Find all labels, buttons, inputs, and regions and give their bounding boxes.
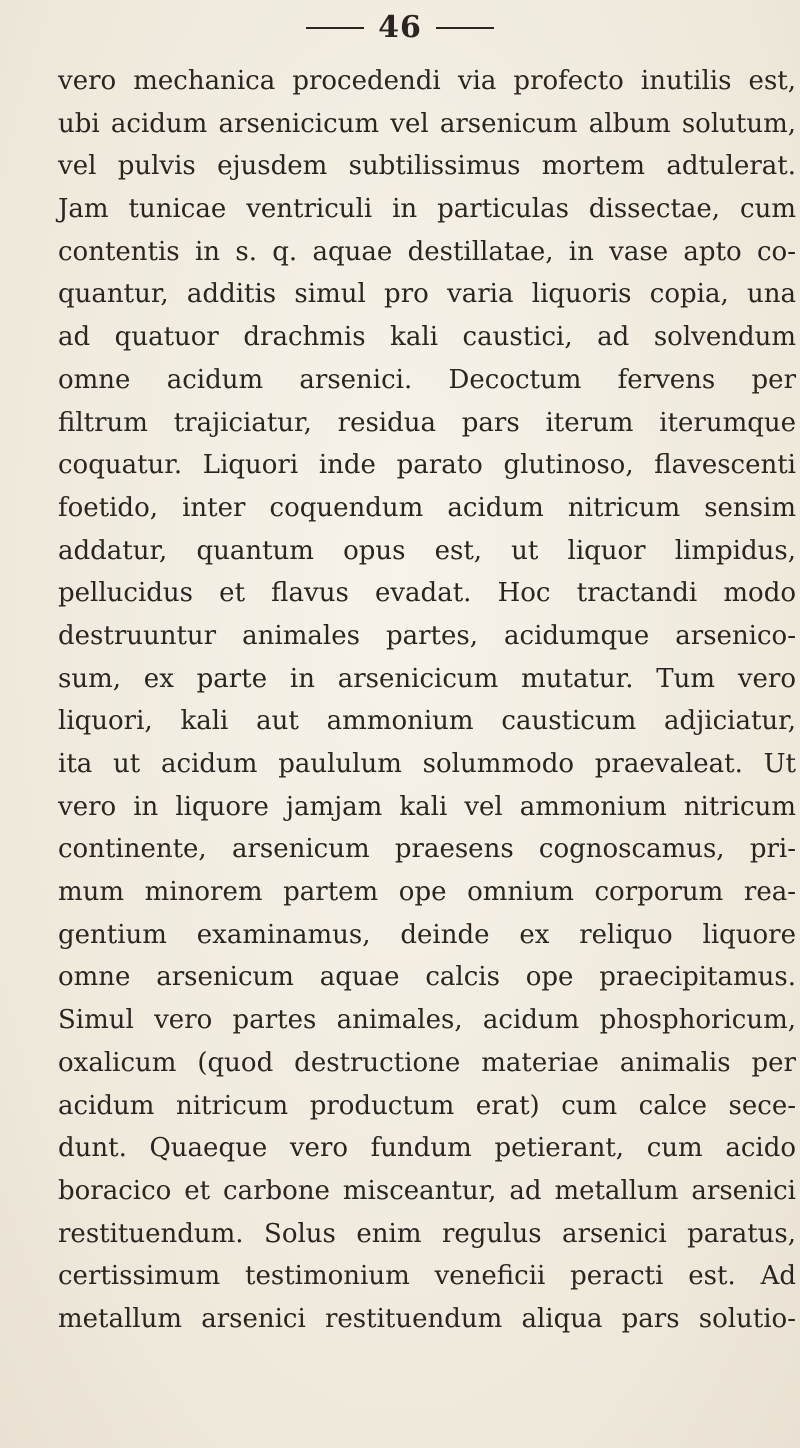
text-line: pellucidus et flavus evadat. Hoc tractandi modo xyxy=(58,578,796,609)
text-line: boracico et carbone misceantur, ad metallum arsenici xyxy=(58,1175,796,1206)
text-line: destruuntur animales partes, acidumque arsenico- xyxy=(58,620,796,651)
text-line: continente, arsenicum praesens cognoscamus, pri- xyxy=(58,834,796,865)
text-line: addatur, quantum opus est, ut liquor limpidus, xyxy=(58,535,796,566)
text-line: acidum nitricum productum erat) cum calce sece- xyxy=(58,1090,796,1121)
text-line: gentium examinamus, deinde ex reliquo liquore xyxy=(58,919,796,950)
text-line: quantur, additis simul pro varia liquoris copia, una xyxy=(58,279,796,310)
text-line: coquatur. Liquori inde parato glutinoso, flavescenti xyxy=(58,450,796,481)
text-line: metallum arsenici restituendum aliqua pars solutio- xyxy=(58,1303,796,1334)
text-line: contentis in s. q. aquae destillatae, in vase apto co- xyxy=(58,236,796,267)
text-line: Jam tunicae ventriculi in particulas dissectae, cum xyxy=(58,194,796,225)
text-line: liquori, kali aut ammonium causticum adjiciatur, xyxy=(58,706,796,737)
text-line: vel pulvis ejusdem subtilissimus mortem adtulerat. xyxy=(58,151,796,182)
header-rule-left xyxy=(306,27,364,29)
text-line: certissimum testimonium veneficii peracti est. Ad xyxy=(58,1261,796,1292)
text-line: Simul vero partes animales, acidum phosphoricum, xyxy=(58,1005,796,1036)
text-line: omne arsenicum aquae calcis ope praecipitamus. xyxy=(58,962,796,993)
body-text xyxy=(58,60,796,1341)
text-line: sum, ex parte in arsenicicum mutatur. Tum vero xyxy=(58,663,796,694)
page-header xyxy=(0,8,800,48)
text-line: dunt. Quaeque vero fundum petierant, cum acido xyxy=(58,1133,796,1164)
text-line: vero in liquore jamjam kali vel ammonium nitricum xyxy=(58,791,796,822)
text-line: ubi acidum arsenicicum vel arsenicum album solutum, xyxy=(58,108,796,139)
text-line: filtrum trajiciatur, residua pars iterum iterumque xyxy=(58,407,796,438)
header-rule-right xyxy=(436,27,494,29)
text-line: omne acidum arsenici. Decoctum fervens per xyxy=(58,364,796,395)
text-line: ad quatuor drachmis kali caustici, ad solvendum xyxy=(58,322,796,353)
text-line: vero mechanica procedendi via profecto inutilis est, xyxy=(58,66,796,96)
text-line: ita ut acidum paululum solummodo praevaleat. Ut xyxy=(58,749,796,779)
page-number: 46 xyxy=(378,10,422,45)
text-line: mum minorem partem ope omnium corporum rea- xyxy=(58,877,796,908)
text-line: restituendum. Solus enim regulus arsenici paratus, xyxy=(58,1218,796,1249)
text-line: oxalicum (quod destructione materiae animalis per xyxy=(58,1047,796,1078)
text-line: foetido, inter coquendum acidum nitricum sensim xyxy=(58,492,796,523)
